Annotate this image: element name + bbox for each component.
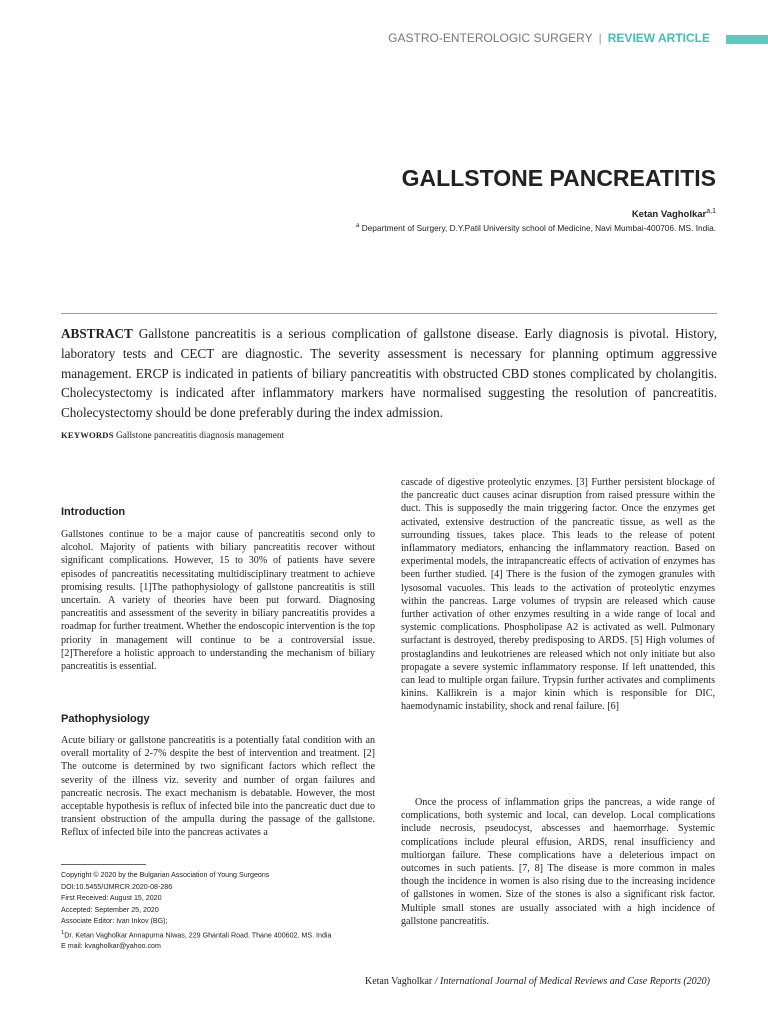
- affiliation-marker: a: [356, 223, 360, 230]
- abstract-text: Gallstone pancreatitis is a serious complication of gallstone disease. Early diagnosis is pivotal. History, laboratory tests and CECT are diagnostic. The severity assessment is necessary for planning optimum aggressive management. ERCP is indicated in patients of biliary pancreatitis with obstructed CBD stones complicated by cholangitis. Cholecystectomy is indicated after inflammatory markers have normalised suggesting the resolution of pancreatitis. Cholecystectomy should be done preferably during the index admission.: [61, 326, 717, 421]
- right-column-paragraph-2: [401, 796, 715, 928]
- email-line: E mail: kvagholkar@yahoo.com: [61, 942, 161, 951]
- author-name: Ketan Vagholkar: [631, 209, 707, 221]
- abstract: [61, 324, 717, 423]
- correspondence-text: Dr. Ketan Vagholkar Annapurna Niwas, 229 Ghantali Road. Thane 400602. MS. India: [64, 930, 332, 939]
- journal-header: [340, 31, 710, 45]
- right-column-text-2: Once the process of inflammation grips the pancreas, a wide range of complications, both systemic and local, can develop. Local complications include necrosis, pseudocyst, abscesses and haemorrhage. Systemic complications include pleural effusion, ARDS, renal insufficiency and multiorgan failure. These complications have a deleterious impact on outcomes in such patients. [7, 8] The disease is more common in males though the incidence in women is also rising due to the increasing incidence of gallstones in women. Size of the stones is also a significant risk factor. Multiple small stones are usually associated with a high incidence of gallstone pancreatitis.: [401, 797, 715, 927]
- editor-line: Associate Editor: Ivan Inkov (BG);: [61, 917, 168, 925]
- copyright-line: Copyright © 2020 by the Bulgarian Association of Young Surgeons: [61, 871, 270, 879]
- footer-author: Ketan Vagholkar: [364, 976, 433, 987]
- footnote-divider: [61, 864, 146, 865]
- article-title: GALLSTONE PANCREATITIS: [401, 165, 716, 191]
- correspondence-marker: 1: [61, 929, 65, 936]
- correspondence-line: [61, 928, 381, 942]
- accepted-line: Accepted: September 25, 2020: [61, 905, 159, 914]
- right-column-paragraph-1: [401, 476, 715, 714]
- keywords: [61, 430, 717, 441]
- introduction-body: [61, 528, 375, 673]
- abstract-label: ABSTRACT: [61, 326, 133, 341]
- keywords-label: KEYWORDS: [61, 430, 114, 440]
- pathophysiology-body: [61, 734, 375, 840]
- received-line: First Received: August 15, 2020: [61, 894, 162, 902]
- header-separator: |: [598, 31, 602, 45]
- page-footer: [300, 976, 710, 987]
- article-type: REVIEW ARTICLE: [607, 31, 710, 45]
- author-line: [632, 208, 716, 220]
- pathophysiology-heading: Pathophysiology: [61, 713, 150, 725]
- introduction-text: Gallstones continue to be a major cause of pancreatitis second only to alcohol. Majority of patients with biliary pancreatitis recover without significant complications. However, 15 to 30% of patients have severe episodes of pancreatitis necessitating multidisciplinary treatment to achieve promising results. [1]The pathophysiology of gallstone pancreatitis is still uncertain. A variety of theories have been put forward. Diagnosing pancreatitis and assessment of the severity in biliary pancreatitis provides a roadmap for further treatment. Whether the endoscopic intervention is the top priority in management will continue to be a controversial issue. [2]Therefore a holistic approach to understanding the mechanism of biliary pancreatitis is essential.: [61, 529, 375, 673]
- keywords-text: Gallstone pancreatitis diagnosis management: [116, 431, 285, 441]
- abstract-divider: [61, 313, 717, 314]
- introduction-heading: Introduction: [61, 506, 126, 518]
- author-superscript: a,1: [706, 208, 716, 215]
- doi-line: DOI:10.5455/IJMRCR.2020-08-286: [61, 882, 173, 891]
- affiliation-text: Department of Surgery, D.Y.Patil University school of Medicine, Navi Mumbai-400706. MS. India.: [361, 223, 716, 233]
- right-column-text-1: cascade of digestive proteolytic enzymes. [3] Further persistent blockage of the pancreatic duct causes acinar disruption from raised pressure within the duct. This is supposedly the main triggering factor. Once the enzymes get activated, extensive destruction of the pancreatic tissue, as well as the surrounding tissues, takes place. This leads to the release of potent inflammatory mediators, enhancing the inflammatory reaction. Based on experimental models, the intrapancreatic effects of activation of enzymes has been further studied. [4] There is the fusion of the zymogen granules with lysosomal vacuoles. This leads to the activation of proteolytic enzymes within the pancreas. Large volumes of trypsin are released which cause further activation of other enzymes resulting in a wide range of local and systemic complications. Phospholipase A2 is activated as well. Pulmonary surfactant is destroyed, thereby predisposing to ARDS. [5] High volumes of prostaglandins and leukotrienes are released which not only initiate but also propagate a severe systemic inflammatory response. If left unattended, this can lead to multiple organ failure. Trypsin further activates and compliments kinins. Kallikrein is a major kinin which is responsible for DIC, haemodynamic instability, shock and renal failure. [6]: [401, 477, 715, 713]
- journal-section: GASTRO-ENTEROLOGIC SURGERY: [388, 31, 593, 45]
- footnotes: [61, 870, 381, 953]
- pathophysiology-text: Acute biliary or gallstone pancreatitis is a potentially fatal condition with an overall mortality of 2-7% despite the best of intervention and treatment. [2] The outcome is determined by two significant factors which reflect the severity of the illness viz. severity and number of organ failures and pancreatic necrosis. The exact mechanism is debatable. However, the most acceptable hypothesis is reflux of infected bile into the pancreatic duct due to transient obstruction of the ampulla during the passage of the gallstone. Reflux of infected bile into the pancreas activates a: [61, 735, 375, 839]
- header-accent-bar: [726, 35, 768, 44]
- footer-journal: / International Journal of Medical Reviews and Case Reports (2020): [434, 976, 710, 987]
- affiliation: [356, 223, 716, 233]
